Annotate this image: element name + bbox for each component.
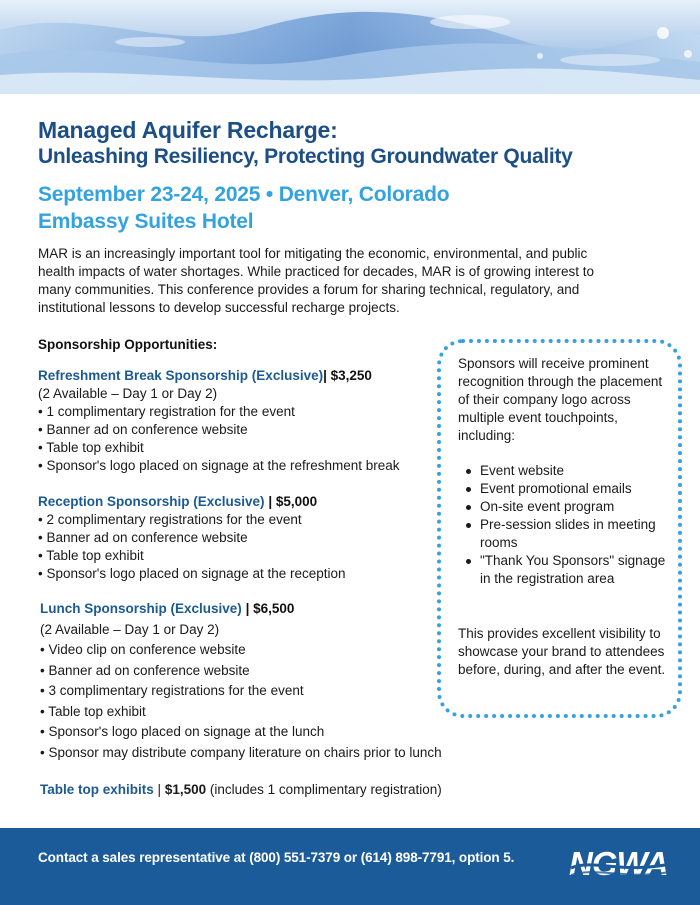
package-price: $5,000 <box>275 494 318 509</box>
package-line: • Table top exhibit <box>40 703 146 719</box>
package-line: • Sponsor's logo placed on signage at the refreshment break <box>38 458 400 473</box>
conference-title: Managed Aquifer Recharge: <box>38 117 338 143</box>
package-line: • Sponsor's logo placed on signage at the reception <box>38 566 346 581</box>
list-item-text: "Thank You Sponsors" signage in the registration area <box>480 553 666 586</box>
package-line: • Table top exhibit <box>38 440 144 455</box>
list-item <box>466 462 671 480</box>
footer-bar <box>0 828 700 905</box>
package-header <box>38 493 458 511</box>
logo-text: NGWA <box>569 845 668 882</box>
package-name: Reception Sponsorship (Exclusive) <box>38 494 265 509</box>
benefits-list <box>466 462 671 588</box>
package-line: • Banner ad on conference website <box>38 530 248 545</box>
conference-subtitle: Unleashing Resiliency, Protecting Groundwater Quality <box>38 145 573 168</box>
hero-water-banner <box>0 0 700 94</box>
benefits-outro: This provides excellent visibility to showcase your brand to attendees before, during, and after the event. <box>458 626 666 677</box>
package-line: (2 Available – Day 1 or Day 2) <box>38 386 218 401</box>
benefits-intro: Sponsors will receive prominent recognition through the placement of their company logo across multiple event touchpoints, including: <box>458 356 663 443</box>
list-item-text: On-site event program <box>480 499 615 514</box>
logo-wave-icon <box>569 846 681 882</box>
bullet-icon <box>466 505 471 510</box>
package-line: • 1 complimentary registration for the event <box>38 404 295 419</box>
intro-paragraph: MAR is an increasingly important tool for mitigating the economic, environmental, and public health impacts of water shortages. While practiced for decades, MAR is of growing interest to many communities. This conference provides a forum for sharing technical, regulatory, and institutional lessons to develop successful recharge projects. <box>38 246 595 315</box>
tabletop-name: Table top exhibits <box>40 782 154 797</box>
event-venue: Embassy Suites Hotel <box>38 210 254 233</box>
package-line: • Banner ad on conference website <box>40 662 250 678</box>
bullet-icon <box>466 469 471 474</box>
package-price: $6,500 <box>253 601 295 616</box>
package-line: • 3 complimentary registrations for the event <box>40 683 304 698</box>
package-line: • Sponsor may distribute company literature on chairs prior to lunch <box>40 744 442 760</box>
tabletop-separator: | <box>157 782 162 797</box>
package-line: • Banner ad on conference website <box>38 422 248 437</box>
package-line: • Table top exhibit <box>38 548 144 563</box>
list-item <box>466 552 671 588</box>
package-separator: | <box>245 601 250 616</box>
list-item <box>466 498 671 516</box>
lunch-package <box>40 599 460 763</box>
sponsorship-heading: Sponsorship Opportunities: <box>38 337 218 352</box>
contact-info: Contact a sales representative at (800) 551-7379 or (614) 898-7791, option 5. <box>38 850 515 865</box>
bullet-icon <box>466 559 471 564</box>
tabletop-exhibits <box>40 782 442 797</box>
ngwa-logo <box>569 846 681 882</box>
list-item-text: Event website <box>480 463 565 478</box>
event-date-location: September 23-24, 2025 • Denver, Colorado <box>38 183 450 206</box>
package-line: • 2 complimentary registrations for the event <box>38 512 302 527</box>
tabletop-note: (includes 1 complimentary registration) <box>209 782 442 797</box>
list-item-text: Pre-session slides in meeting rooms <box>480 517 656 550</box>
package-header <box>40 599 460 620</box>
package-line: • Video clip on conference website <box>40 642 246 657</box>
package-line: (2 Available – Day 1 or Day 2) <box>40 621 220 637</box>
package-name: Refreshment Break Sponsorship (Exclusive) <box>38 368 324 383</box>
package-name: Lunch Sponsorship (Exclusive) <box>40 601 242 616</box>
bullet-icon <box>466 523 471 528</box>
bullet-icon <box>466 487 471 492</box>
water-ripple-image <box>0 0 700 94</box>
list-item-text: Event promotional emails <box>480 481 632 496</box>
package-header <box>38 367 458 385</box>
tabletop-price: $1,500 <box>164 782 207 797</box>
package-separator: | <box>268 494 273 509</box>
refreshment-break-package <box>38 367 458 475</box>
list-item <box>466 480 671 498</box>
reception-package <box>38 493 458 583</box>
package-price: $3,250 <box>330 368 372 383</box>
list-item <box>466 516 671 552</box>
package-separator: | <box>323 368 327 383</box>
package-line: • Sponsor's logo placed on signage at the lunch <box>40 724 325 739</box>
